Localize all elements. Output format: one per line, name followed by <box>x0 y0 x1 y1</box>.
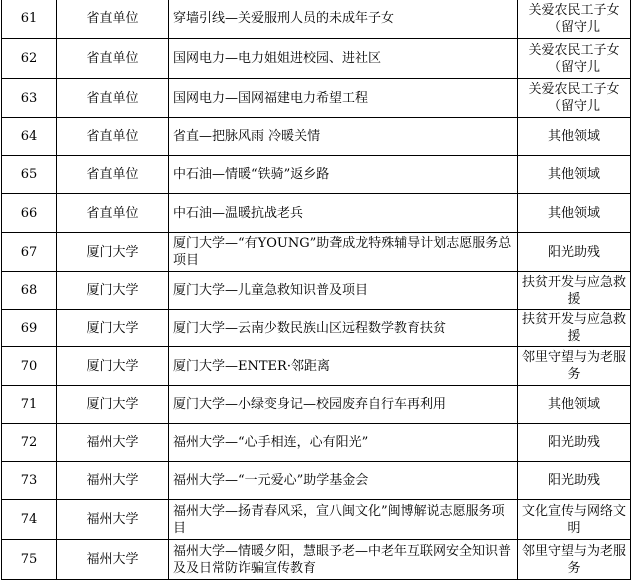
row-unit: 省直单位 <box>57 79 169 118</box>
row-number: 69 <box>2 310 57 347</box>
row-project: 厦门大学—“有YOUNG”助聋成龙特殊辅导计划志愿服务总项目 <box>169 233 518 272</box>
row-number: 70 <box>2 347 57 386</box>
row-project: 福州大学—扬青春风采，宣八闽文化”闽博解说志愿服务项目 <box>169 500 518 540</box>
row-unit: 省直单位 <box>57 39 169 79</box>
row-area: 关爱农民工子女（留守儿 <box>518 0 631 39</box>
row-unit: 省直单位 <box>57 0 169 39</box>
table-row <box>2 386 631 424</box>
row-unit: 厦门大学 <box>57 347 169 386</box>
row-unit: 厦门大学 <box>57 233 169 272</box>
row-number: 63 <box>2 79 57 118</box>
row-number: 67 <box>2 233 57 272</box>
row-number: 74 <box>2 500 57 540</box>
row-area: 文化宣传与网络文明 <box>518 500 631 540</box>
table-row <box>2 462 631 500</box>
row-area: 其他领域 <box>518 118 631 156</box>
row-unit: 福州大学 <box>57 424 169 462</box>
row-project: 福州大学—“一元爱心”助学基金会 <box>169 462 518 500</box>
table-row <box>2 424 631 462</box>
row-unit: 厦门大学 <box>57 272 169 310</box>
row-area: 扶贫开发与应急救援 <box>518 310 631 347</box>
row-area: 扶贫开发与应急救援 <box>518 272 631 310</box>
row-area: 其他领域 <box>518 194 631 233</box>
row-unit: 厦门大学 <box>57 386 169 424</box>
row-project: 国网电力—国网福建电力希望工程 <box>169 79 518 118</box>
row-number: 61 <box>2 0 57 39</box>
table-row <box>2 79 631 118</box>
table-row <box>2 347 631 386</box>
row-area: 阳光助残 <box>518 462 631 500</box>
row-unit: 厦门大学 <box>57 310 169 347</box>
table-row <box>2 39 631 79</box>
row-project: 中石油—温暖抗战老兵 <box>169 194 518 233</box>
row-unit: 福州大学 <box>57 540 169 580</box>
row-project: 福州大学—情暖夕阳，慧眼予老—中老年互联网安全知识普及及日常防诈骗宣传教育 <box>169 540 518 580</box>
table-row <box>2 233 631 272</box>
row-project: 中石油—情暖“铁骑”返乡路 <box>169 156 518 194</box>
table-row <box>2 118 631 156</box>
row-number: 62 <box>2 39 57 79</box>
table-row <box>2 156 631 194</box>
row-number: 75 <box>2 540 57 580</box>
row-unit: 福州大学 <box>57 500 169 540</box>
row-area: 其他领域 <box>518 386 631 424</box>
row-project: 穿墙引线—关爱服刑人员的未成年子女 <box>169 0 518 39</box>
row-unit: 省直单位 <box>57 118 169 156</box>
project-table <box>1 0 631 580</box>
row-project: 厦门大学—儿童急救知识普及项目 <box>169 272 518 310</box>
row-area: 阳光助残 <box>518 233 631 272</box>
row-area: 阳光助残 <box>518 424 631 462</box>
row-number: 68 <box>2 272 57 310</box>
row-area: 邻里守望与为老服务 <box>518 347 631 386</box>
row-area: 关爱农民工子女（留守儿 <box>518 39 631 79</box>
table-body <box>2 0 631 580</box>
table-row <box>2 194 631 233</box>
row-number: 73 <box>2 462 57 500</box>
table-row <box>2 0 631 39</box>
row-project: 国网电力—电力姐姐进校园、进社区 <box>169 39 518 79</box>
row-project: 福州大学—“心手相连，心有阳光” <box>169 424 518 462</box>
table-row <box>2 500 631 540</box>
row-area: 关爱农民工子女（留守儿 <box>518 79 631 118</box>
row-project: 厦门大学—云南少数民族山区远程数学教育扶贫 <box>169 310 518 347</box>
table-row <box>2 310 631 347</box>
row-project: 厦门大学—小绿变身记—校园废弃自行车再利用 <box>169 386 518 424</box>
row-number: 71 <box>2 386 57 424</box>
row-project: 省直—把脉风雨 冷暖关情 <box>169 118 518 156</box>
row-area: 其他领域 <box>518 156 631 194</box>
row-number: 65 <box>2 156 57 194</box>
row-unit: 省直单位 <box>57 156 169 194</box>
row-number: 72 <box>2 424 57 462</box>
row-number: 66 <box>2 194 57 233</box>
row-unit: 福州大学 <box>57 462 169 500</box>
table-row <box>2 540 631 580</box>
row-unit: 省直单位 <box>57 194 169 233</box>
row-project: 厦门大学—ENTER·邻距离 <box>169 347 518 386</box>
row-number: 64 <box>2 118 57 156</box>
row-area: 邻里守望与为老服务 <box>518 540 631 580</box>
table-row <box>2 272 631 310</box>
